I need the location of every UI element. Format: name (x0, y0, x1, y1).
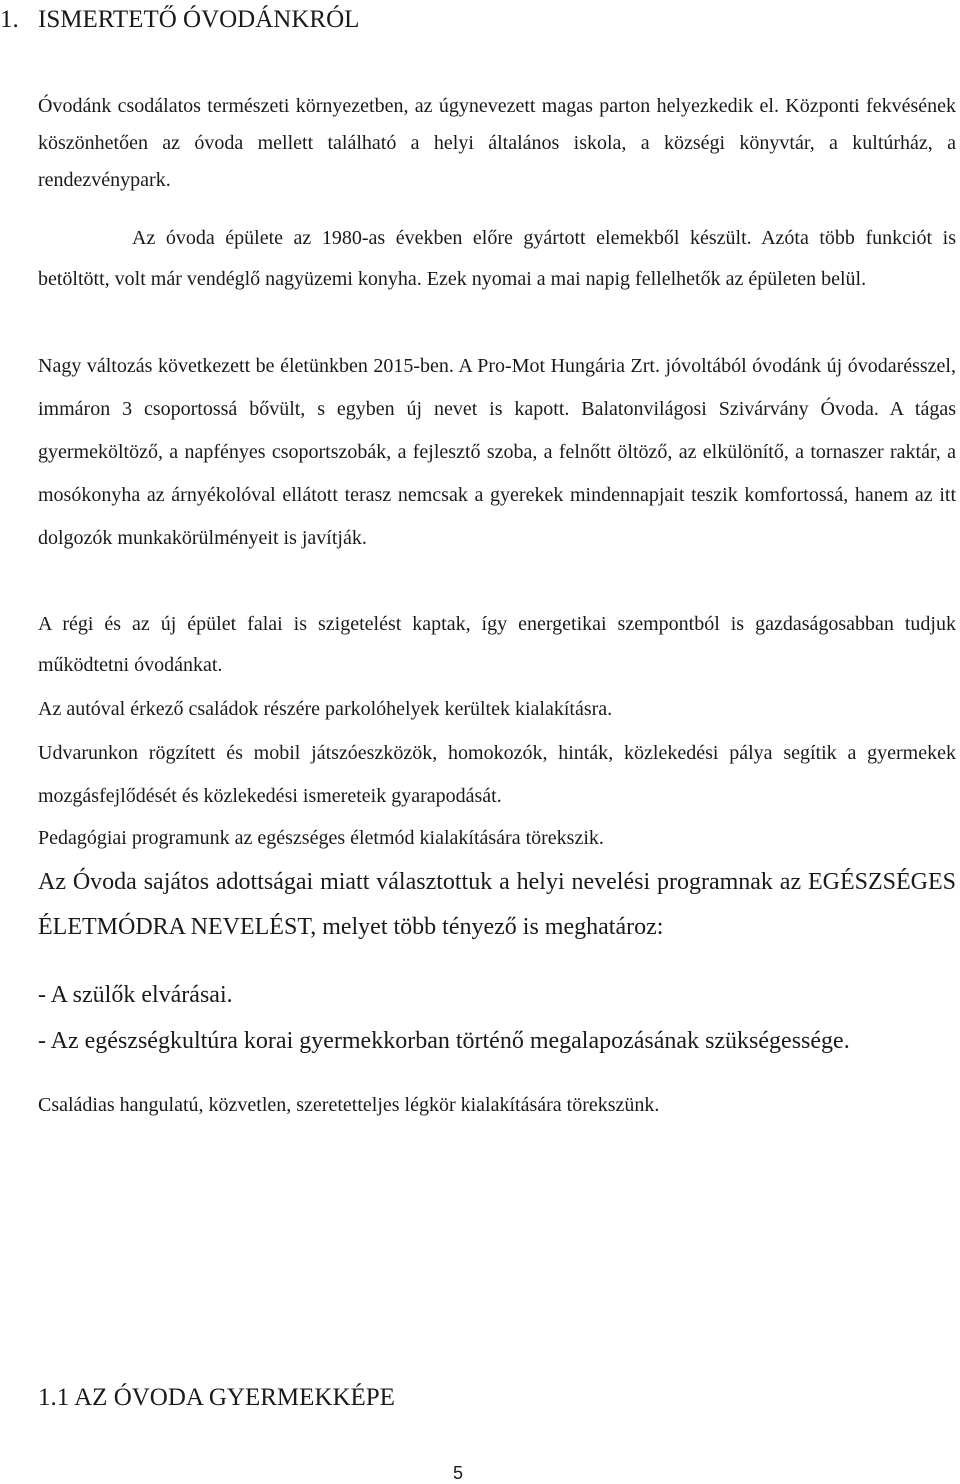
page-number: 5 (452, 1463, 463, 1483)
paragraph-playground: Udvarunkon rögzített és mobil játszóeszközök, homokozók, hinták, közlekedési pálya segítik a gyermekek mozgásfejlődését és közlekedési ismereteik gyarapodását. (38, 742, 956, 807)
section-title: ISMERTETŐ ÓVODÁNKRÓL (38, 6, 360, 33)
paragraph-healthy-lifestyle: Az Óvoda sajátos adottságai miatt választottuk a helyi nevelési programnak az EGÉSZSÉGES ÉLETMÓDRA NEVELÉST, melyet több tényező is meghatároz: (38, 869, 956, 940)
paragraph-location: Óvodánk csodálatos természeti környezetben, az úgynevezett magas parton helyezkedik el. Központi fekvésének köszönhetően az óvoda mellett található a helyi általános iskola, a községi könyvtár, a kultúrház, a rendezvénypark. (38, 95, 956, 191)
paragraph-parking: Az autóval érkező családok részére parkolóhelyek kerültek kialakításra. (38, 698, 613, 720)
paragraph-program-goal: Pedagógiai programunk az egészséges életmód kialakítására törekszik. (38, 827, 604, 849)
list-item-parents: - A szülők elvárásai. (38, 982, 233, 1008)
subsection-heading: 1.1 AZ ÓVODA GYERMEKKÉPE (38, 1384, 395, 1411)
list-item-health-culture: - Az egészségkultúra korai gyermekkorban történő megalapozásának szükségessége. (38, 1028, 850, 1054)
paragraph-insulation: A régi és az új épület falai is szigetelést kaptak, így energetikai szempontból is gazdaságosabban tudjuk működtetni óvodánkat. (38, 613, 956, 676)
section-number: 1. (0, 6, 19, 33)
paragraph-expansion-2015: Nagy változás következett be életünkben 2015-ben. A Pro-Mot Hungária Zrt. jóvoltából óvodánk új óvodarésszel, immáron 3 csoportossá bővült, s egyben új nevet is kapott. Balatonvilágosi Szivárvány Óvoda. A tágas gyermeköltöző, a napfényes csoportszobák, a fejlesztő szoba, a felnőtt öltöző, az elkülönítő, a tornaszer raktár, a mosókonyha az árnyékolóval ellátott terasz nemcsak a gyerekek mindennapjait teszik komfortossá, hanem az itt dolgozók munkakörülményeit is javítják. (38, 355, 956, 549)
section-heading (0, 5, 359, 35)
paragraph-atmosphere: Családias hangulatú, közvetlen, szeretetteljes légkör kialakítására törekszünk. (38, 1094, 660, 1116)
paragraph-building-history: Az óvoda épülete az 1980-as években előre gyártott elemekből készült. Azóta több funkciót is betöltött, volt már vendéglő nagyüzemi konyha. Ezek nyomai a mai napig fellelhetők az épületen belül. (38, 227, 956, 290)
